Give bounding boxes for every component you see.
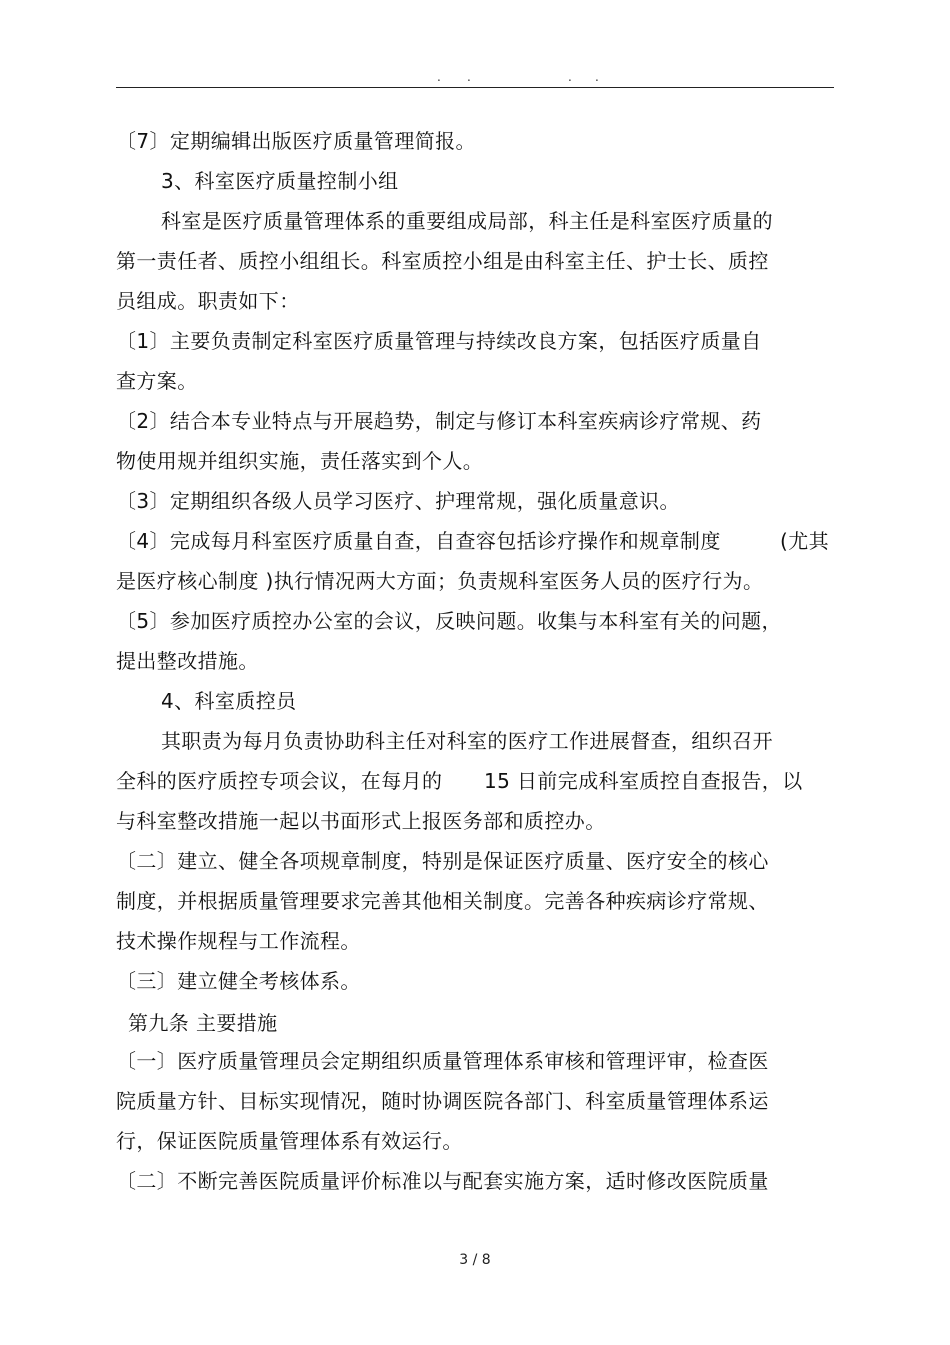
paragraph-line: 〔1〕主要负责制定科室医疗质量管理与持续改良方案，包括医疗质量自 — [116, 329, 762, 353]
paragraph-line: 〔三〕建立健全考核体系。 — [116, 969, 361, 993]
paragraph-line: 〔3〕定期组织各级人员学习医疗、护理常规，强化质量意识。 — [116, 489, 680, 513]
paragraph-line: 物使用规并组织实施，责任落实到个人。 — [116, 449, 484, 473]
paragraph-line: 〔二〕不断完善医院质量评价标准以与配套实施方案，适时修改医院质量 — [116, 1169, 769, 1193]
paragraph-line: 员组成。职责如下： — [116, 289, 300, 313]
header-dot: . — [568, 70, 572, 84]
paragraph-line: 查方案。 — [116, 369, 198, 393]
paragraph-line: 〔4〕完成每月科室医疗质量自查，自查容包括诊疗操作和规章制度 — [116, 529, 721, 553]
paragraph-line: 全科的医疗质控专项会议，在每月的 — [116, 769, 443, 793]
paragraph-line: 〔一〕医疗质量管理员会定期组织质量管理体系审核和管理评审，检查医 — [116, 1049, 769, 1073]
section-heading: 3、科室医疗质量控制小组 — [161, 169, 399, 193]
article-heading: 第九条 主要措施 — [128, 1011, 278, 1035]
paragraph-line: 院质量方针、目标实现情况，随时协调医院各部门、科室质量管理体系运 — [116, 1089, 769, 1113]
paragraph-line: 〔7〕定期编辑出版医疗质量管理简报。 — [116, 129, 476, 153]
paragraph-line: 第一责任者、质控小组组长。科室质控小组是由科室主任、护士长、质控 — [116, 249, 769, 273]
header-dot: . — [437, 70, 441, 84]
header-dot: . — [595, 70, 599, 84]
paragraph-line: 提出整改措施。 — [116, 649, 259, 673]
paragraph-line-tail: (尤其 — [780, 529, 830, 553]
paragraph-line: 与科室整改措施一起以书面形式上报医务部和质控办。 — [116, 809, 606, 833]
paragraph-line: 行，保证医院质量管理体系有效运行。 — [116, 1129, 463, 1153]
paragraph-line: 〔2〕结合本专业特点与开展趋势，制定与修订本科室疾病诊疗常规、药 — [116, 409, 762, 433]
paragraph-line-tail: 15 日前完成科室质控自查报告，以 — [484, 769, 803, 793]
paragraph-line: 〔二〕建立、健全各项规章制度，特别是保证医疗质量、医疗安全的核心 — [116, 849, 769, 873]
paragraph-line: 其职责为每月负责协助科主任对科室的医疗工作进展督查，组织召开 — [161, 729, 773, 753]
paragraph-line: 是医疗核心制度 )执行情况两大方面；负责规科室医务人员的医疗行为。 — [116, 569, 764, 593]
paragraph-line: 制度，并根据质量管理要求完善其他相关制度。完善各种疾病诊疗常规、 — [116, 889, 769, 913]
page-number: 3 / 8 — [459, 1252, 491, 1268]
header-dot: . — [467, 70, 471, 84]
paragraph-line: 〔5〕参加医疗质控办公室的会议，反映问题。收集与本科室有关的问题， — [116, 609, 782, 633]
paragraph-line: 科室是医疗质量管理体系的重要组成局部，科主任是科室医疗质量的 — [161, 209, 773, 233]
header-dots — [0, 70, 950, 84]
section-heading: 4、科室质控员 — [161, 689, 297, 713]
header-rule — [116, 87, 834, 88]
paragraph-line: 技术操作规程与工作流程。 — [116, 929, 361, 953]
